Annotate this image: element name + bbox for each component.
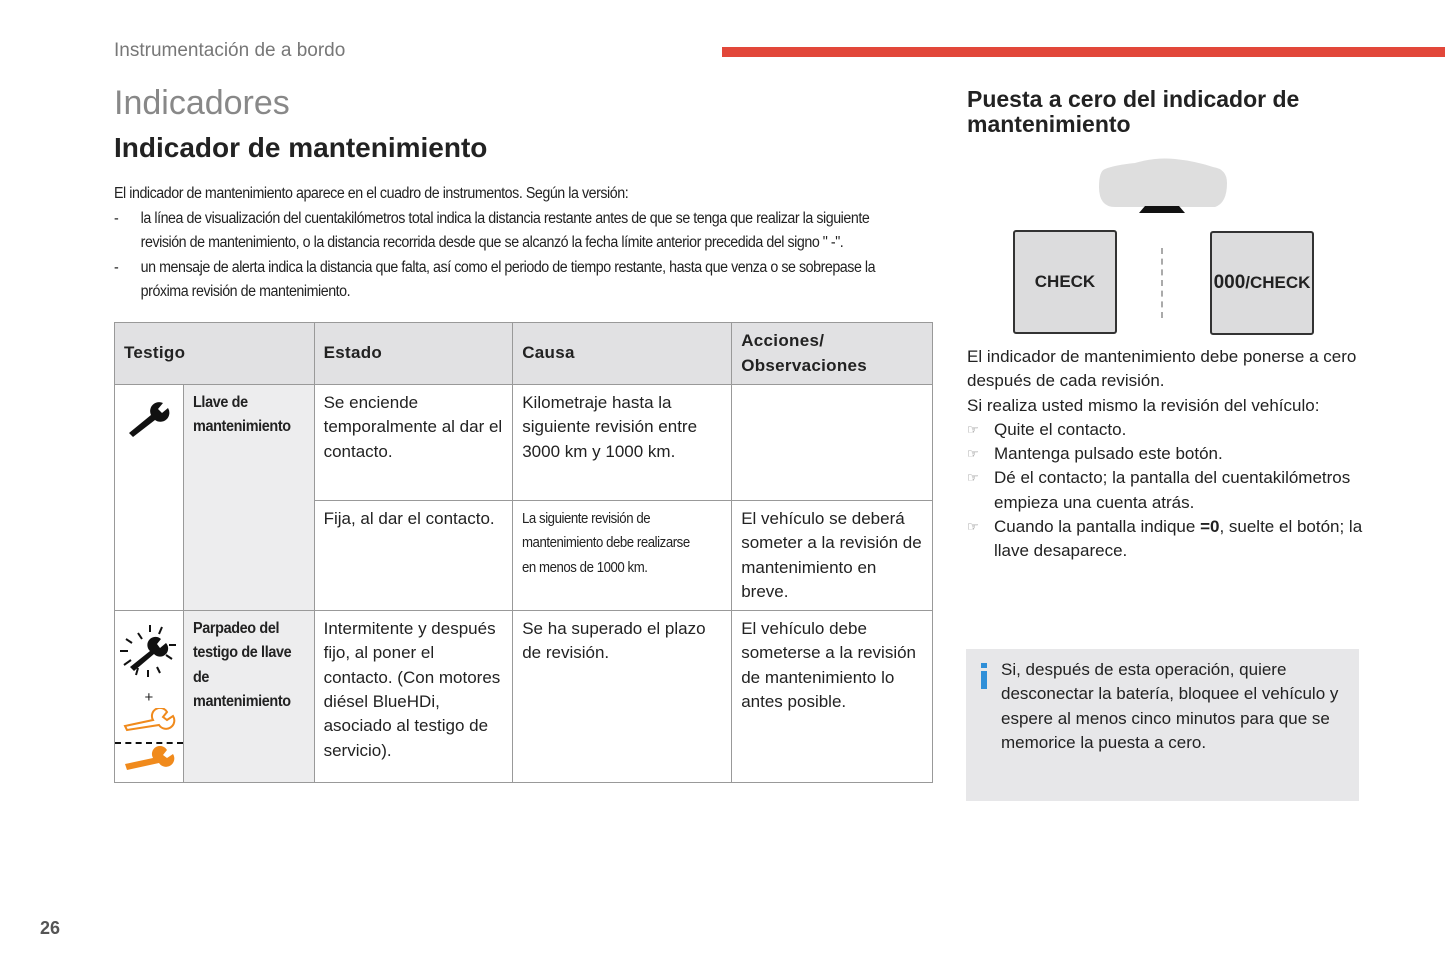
table-row — [115, 385, 933, 501]
display-000-check — [1210, 231, 1314, 335]
page-number: 26 — [40, 918, 61, 938]
car-silhouette-icon — [1095, 157, 1230, 213]
header-accent-bar — [722, 47, 1445, 57]
step-item: ☞ Cuando la pantalla indique =0, suelte el botón; la llave desaparece. — [967, 517, 1363, 561]
estado-cell: Intermitente y después fijo, al poner el contacto. (Con motores diésel BlueHDi, asociado al testigo de servicio). — [314, 611, 513, 783]
causa-cell: Se ha superado el plazo de revisión. — [513, 611, 732, 783]
testigo-label: Llave de mantenimiento — [192, 394, 291, 436]
section-header: Instrumentación de a bordo — [114, 40, 346, 61]
acciones-cell: El vehículo se deberá someter a la revisión de mantenimiento en breve. — [732, 501, 933, 611]
testigo-label: Parpadeo del testigo de llave de mantenimiento — [192, 620, 292, 711]
label-cell — [183, 385, 314, 611]
intro-text — [114, 182, 878, 305]
header-testigo: Testigo — [115, 323, 315, 385]
plus-sign: + — [144, 689, 154, 707]
reset-intro: El indicador de mantenimiento debe ponerse a cero después de cada revisión. — [967, 347, 1357, 391]
pointing-hand-icon: ☞ — [967, 519, 979, 535]
info-icon — [979, 663, 989, 689]
page-title: Indicadores — [114, 84, 290, 122]
info-text: Si, después de esta operación, quiere desconectar la batería, bloquee el vehículo y espere al menos cinco minutos para que se memorice la puesta a cero. — [1001, 660, 1339, 752]
step-item: ☞ Dé el contacto; la pantalla del cuentakilómetros empieza una cuenta atrás. — [967, 468, 1351, 512]
acciones-cell: El vehículo debe someterse a la revisión de mantenimiento lo antes posible. — [732, 611, 933, 783]
service-wrench-outline-icon — [121, 708, 177, 732]
reset-intro2: Si realiza usted mismo la revisión del vehículo: — [967, 395, 1320, 415]
reset-instructions — [967, 345, 1367, 564]
table-row — [115, 611, 933, 783]
intro-lead: El indicador de mantenimiento aparece en el cuadro de instrumentos. Según la versión: — [114, 185, 629, 202]
intro-item: - un mensaje de alerta indica la distancia que falta, así como el periodo de tiempo restante, hasta que venza o se sobrepase la próxima revisión de mantenimiento. — [114, 256, 878, 305]
pointing-hand-icon: ☞ — [967, 446, 979, 462]
blinking-wrench-icon — [116, 621, 182, 681]
step-item: ☞ Quite el contacto. — [967, 418, 1367, 442]
info-box — [966, 649, 1359, 801]
causa-cell — [513, 501, 732, 611]
dashed-separator — [1161, 248, 1163, 318]
section-title: Indicador de mantenimiento — [114, 132, 488, 163]
causa-text: La siguiente revisión de mantenimiento debe realizarse en menos de 1000 km. — [522, 510, 690, 576]
display-check: CHECK — [1013, 230, 1117, 334]
estado-cell: Se enciende temporalmente al dar el contacto. — [314, 385, 513, 501]
step-item: ☞ Mantenga pulsado este botón. — [967, 442, 1367, 466]
causa-cell: Kilometraje hasta la siguiente revisión entre 3000 km y 1000 km. — [513, 385, 732, 501]
acciones-cell — [732, 385, 933, 501]
pointing-hand-icon: ☞ — [967, 421, 979, 437]
service-wrench-solid-icon — [121, 746, 177, 772]
estado-cell: Fija, al dar el contacto. — [314, 501, 513, 611]
header-acciones: Acciones/ Observaciones — [732, 323, 933, 385]
display-counter: 000 — [1213, 272, 1246, 293]
header-causa: Causa — [513, 323, 732, 385]
label-cell — [183, 611, 314, 783]
indicator-table — [114, 322, 933, 783]
table-header-row — [115, 323, 933, 385]
pointing-hand-icon: ☞ — [967, 470, 979, 486]
wrench-icon — [125, 399, 171, 439]
header-estado: Estado — [314, 323, 513, 385]
icon-cell — [115, 611, 184, 783]
intro-item: - la línea de visualización del cuentakilómetros total indica la distancia restante antes de que se tenga que realizar la siguiente revisión de mantenimiento, o la distancia recorrida desde que se alcanzó la fecha límite anterior precedida del signo " -". — [114, 207, 878, 256]
reset-title: Puesta a cero del indicador de mantenimiento — [967, 86, 1300, 137]
dashed-divider — [115, 742, 183, 744]
display-check-label: /CHECK — [1245, 273, 1311, 292]
icon-cell — [115, 385, 184, 611]
